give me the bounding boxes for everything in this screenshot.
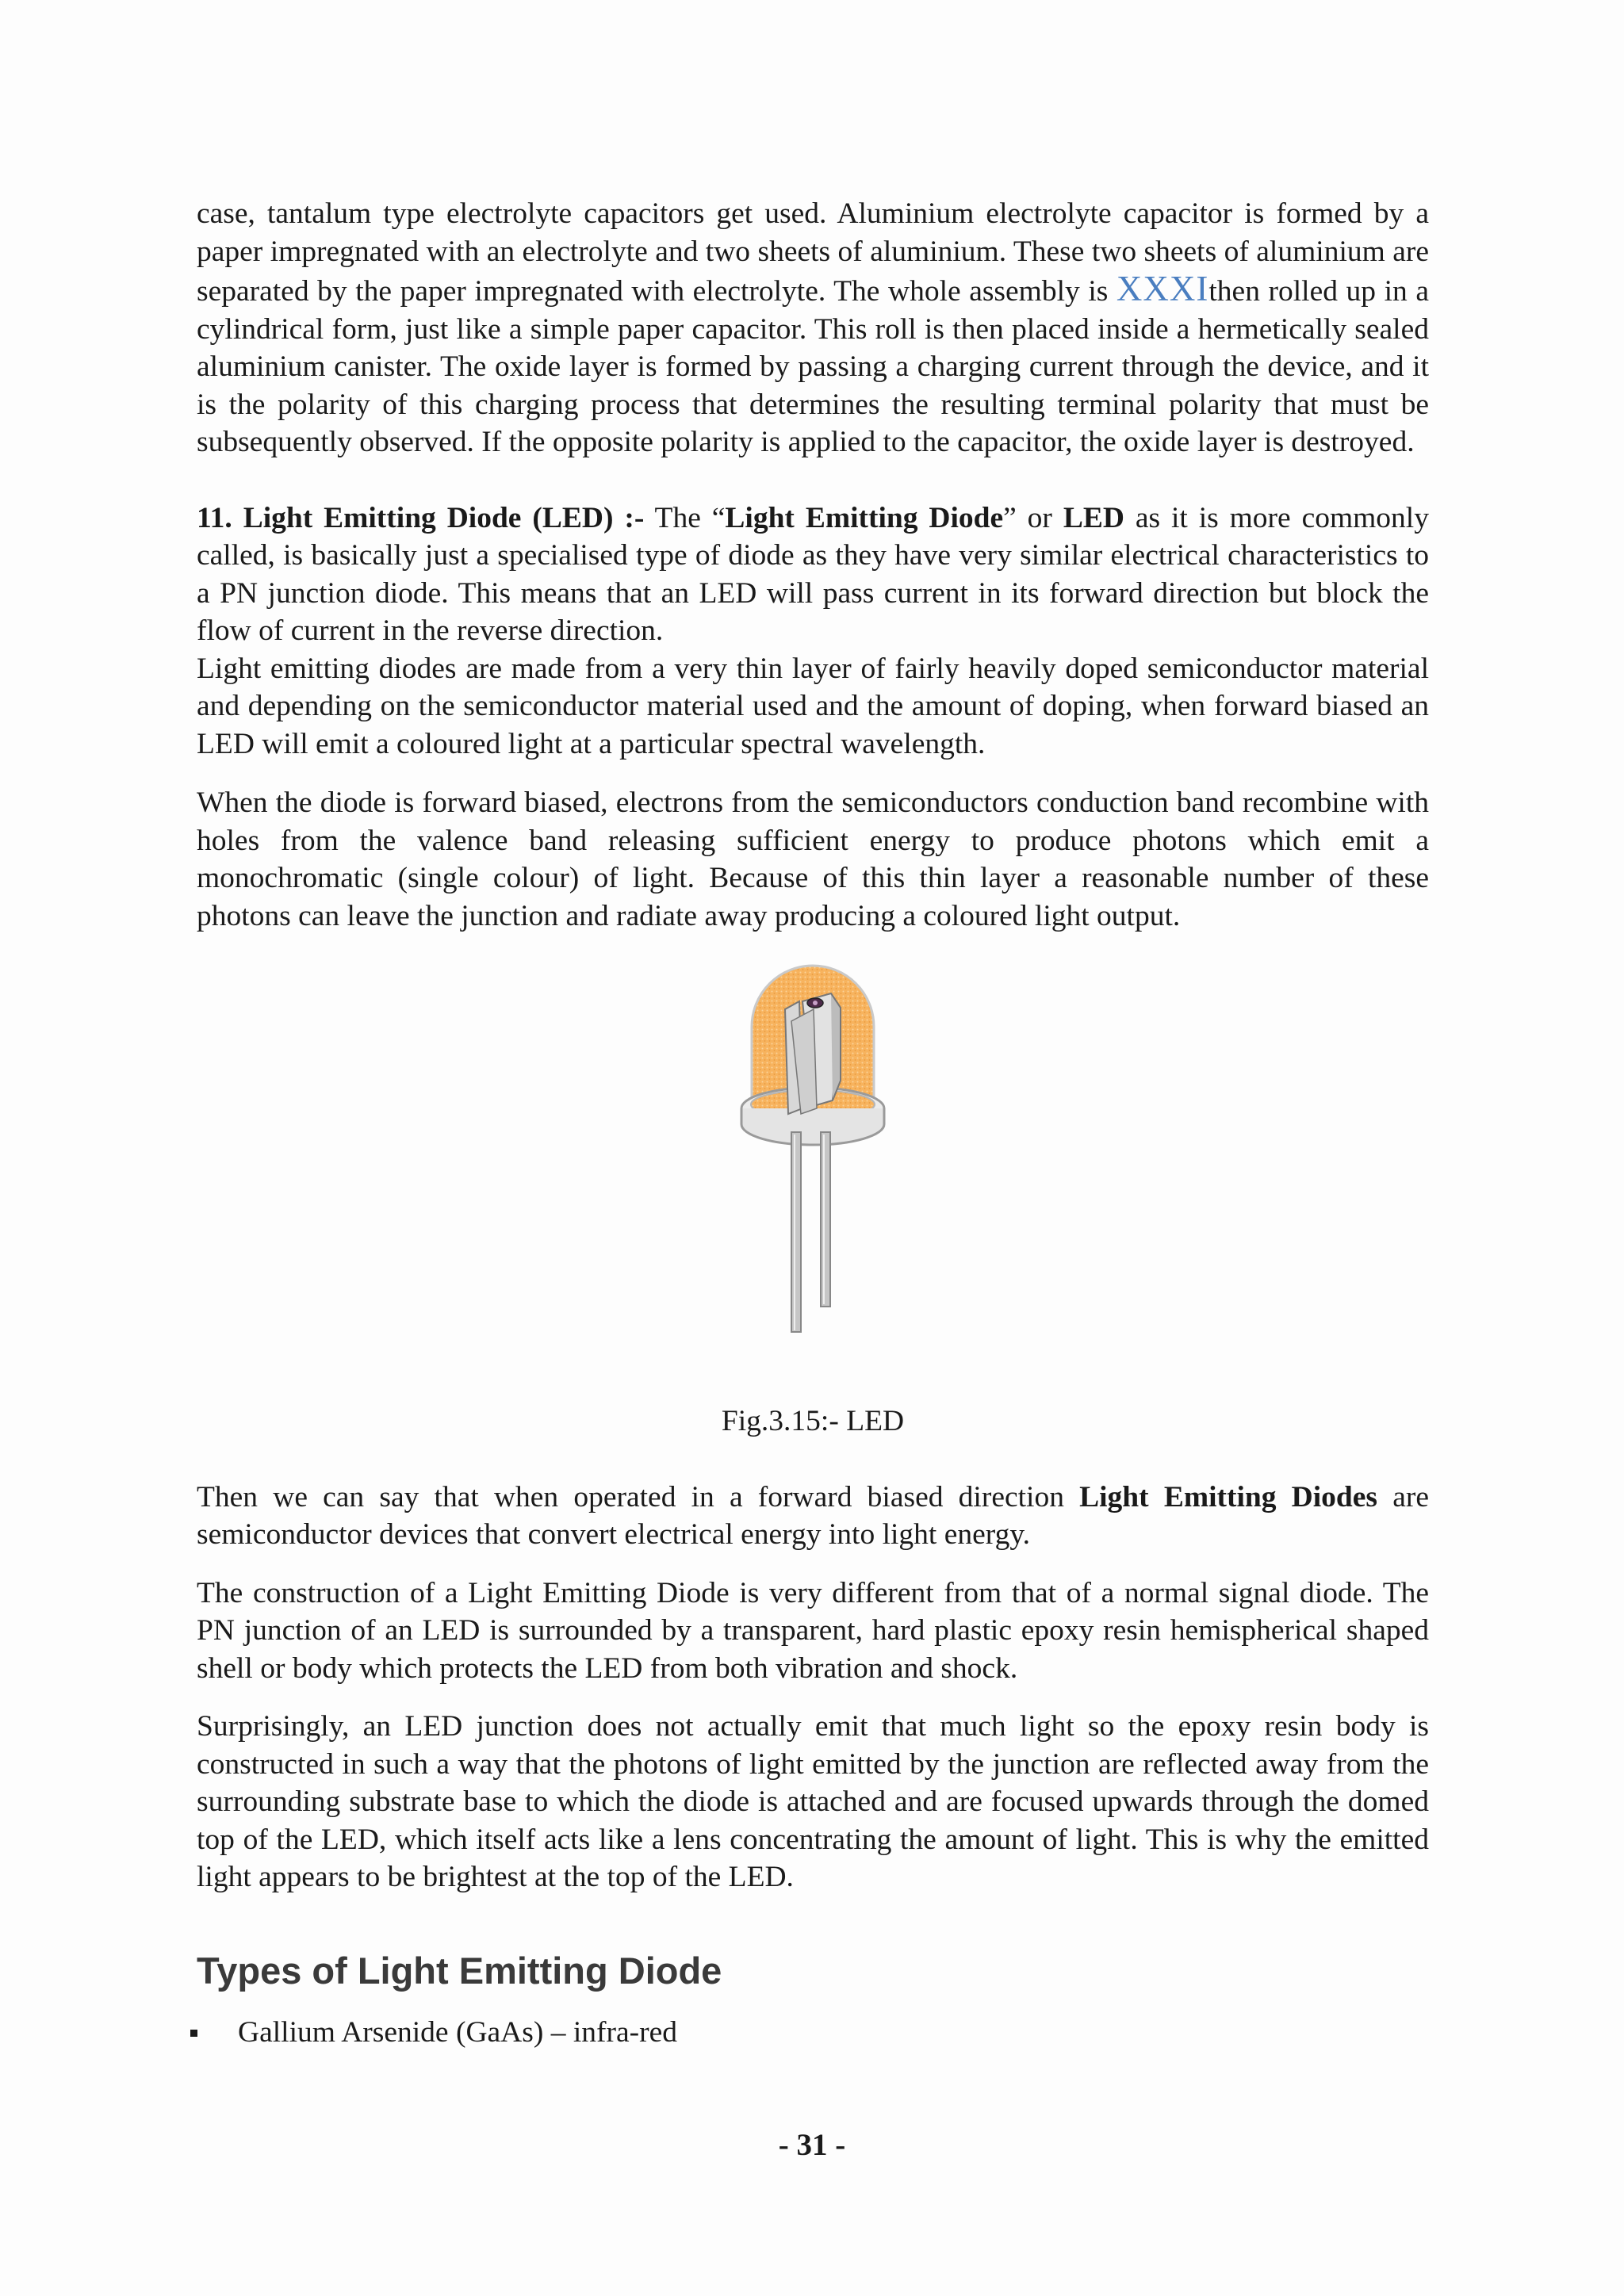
paragraph-epoxy-lens: Surprisingly, an LED junction does not actually emit that much light so the epoxy resin body is constructed in such a way that the photons of light emitted by the junction are reflected away from the surrounding substrate base to which the diode is attached and are focused upwards through the domed top of the LED, which itself acts like a lens concentrating the amount of light. This is why the emitted light appears to be brightest at the top of the LED. bbox=[197, 1710, 1429, 1893]
paragraph-doping: Light emitting diodes are made from a very thin layer of fairly heavily doped semiconductor material and depending on the semiconductor material used and the amount of doping, when forward biased an LED will emit a coloured light at a particular spectral wavelength. bbox=[197, 652, 1429, 760]
led-figure bbox=[197, 962, 1429, 1402]
paragraph-capacitor-part2: then rolled up in a cylindrical form, just like a simple paper capacitor. This roll is then placed inside a hermetically sealed aluminium canister. The oxide layer is formed by passing a charging current through the device, and it is the polarity of this charging process that determines the resulting terminal polarity that must be subsequently observed. If the opposite polarity is applied to the capacitor, the oxide layer is destroyed. bbox=[197, 275, 1429, 458]
figure-caption: Fig.3.15:- LED bbox=[721, 1405, 905, 1437]
conversion-bold: Light Emitting Diodes bbox=[1079, 1480, 1378, 1513]
page-number: - 31 - bbox=[778, 2128, 846, 2162]
paragraph-capacitor bbox=[197, 195, 1429, 461]
types-heading: Types of Light Emitting Diode bbox=[197, 1949, 722, 1992]
paragraph-capacitor-part1: case, tantalum type electrolyte capacitors get used. Aluminium electrolyte capacitor is formed by a paper impregnated with an electrolyte and two sheets of aluminium. These two sheets of aluminium are separated by the paper impregnated with electrolyte. The whole assembly is bbox=[197, 197, 1429, 308]
paragraph-construction: The construction of a Light Emitting Diode is very different from that of a normal signal diode. The PN junction of an LED is surrounded by a transparent, hard plastic epoxy resin hemispherical shaped shell or body which protects the LED from both vibration and shock. bbox=[197, 1576, 1429, 1685]
section-bold-2: LED bbox=[1063, 501, 1124, 534]
paragraph-forward-biased: When the diode is forward biased, electrons from the semiconductors conduction band recombine with holes from the valence band releasing sufficient energy to produce photons which emit a monochromatic (single colour) of light. Because of this thin layer a reasonable number of these photons can leave the junction and radiate away producing a coloured light output. bbox=[197, 786, 1429, 932]
types-list bbox=[197, 2014, 1429, 2052]
paragraph-conversion bbox=[197, 1479, 1429, 1554]
marker-text: XXXI bbox=[1116, 269, 1209, 308]
section-bold-1: Light Emitting Diode bbox=[725, 501, 1004, 534]
list-item-text: Gallium Arsenide (GaAs) – infra-red bbox=[238, 2015, 677, 2049]
section-led-intro bbox=[197, 499, 1429, 650]
section-text-2: ” or bbox=[1003, 501, 1063, 534]
list-item bbox=[197, 2014, 1429, 2052]
conversion-text-1: Then we can say that when operated in a forward biased direction bbox=[197, 1480, 1080, 1513]
page-body bbox=[197, 195, 1429, 2051]
section-text-1: The “ bbox=[644, 501, 726, 534]
section-heading: 11. Light Emitting Diode (LED) :- bbox=[197, 501, 645, 534]
conversion-text-2: are semiconductor devices that convert electrical energy into light energy. bbox=[197, 1480, 1429, 1551]
led-illustration bbox=[737, 962, 888, 1334]
bullet-icon bbox=[190, 2030, 197, 2037]
section-text-3: as it is more commonly called, is basically just a specialised type of diode as they have very similar electrical characteristics to a PN junction diode. This means that an LED will pass current in its forward direction but block the flow of current in the reverse direction. bbox=[197, 501, 1429, 647]
